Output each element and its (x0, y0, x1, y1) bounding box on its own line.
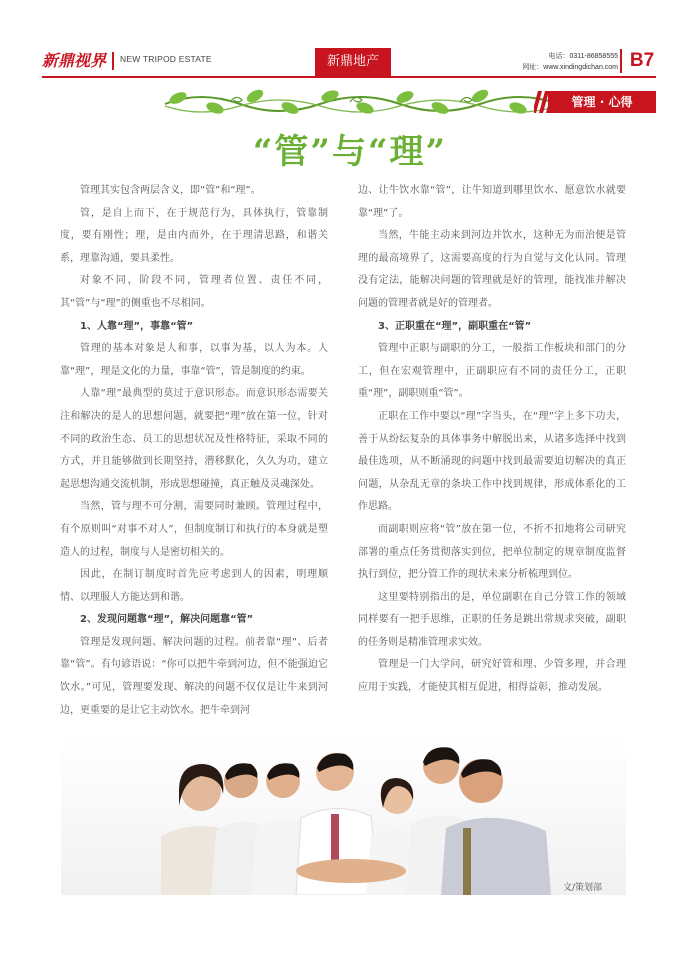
section-heading: 3、正职重在“理”，副职重在“管” (378, 320, 532, 332)
section-heading: 2、发现问题靠“理”，解决问题靠“管” (80, 614, 254, 626)
paragraph: 管，是自上而下，在于规范行为，具体执行，管靠制度，要有刚性；理，是由内而外，在于理清思路，和谐关系，理靠沟通，要具柔性。 (60, 207, 328, 264)
team-photo-illustration (61, 736, 626, 895)
photo-credit: 文/策划部 (563, 883, 603, 893)
paragraph: 而副职则应将“管”放在第一位，不折不扣地将公司研究部署的重点任务贯彻落实到位，把单位制定的规章制度监督执行到位，把分管工作的现状未来分析梳理到位。 (358, 523, 626, 581)
paragraph: 这里要特别指出的是，单位副职在自己分管工作的领域同样要有一把手思维，正职的任务是跳出常规求突破，副职的任务则是精准管理求实效。 (358, 591, 626, 648)
vine-decoration (160, 88, 560, 116)
paragraph: 正职在工作中要以“理”字当头，在“理”字上多下功夫，善于从纷纭复杂的具体事务中解脱出来，从诸多选择中找到最佳选项，从不断涌现的问题中找到最需要迫切解决的真正问题，从杂乱无章的条块工作中找到规律，形成体系化的工作思路。 (358, 410, 626, 513)
contact-info (480, 51, 618, 73)
paragraph: 管理是一门大学问，研究好管和理、少管多理，并合理应用于实践，才能使其相互促进，相得益彰，推动发展。 (358, 659, 626, 694)
page-number: B7 (620, 49, 662, 73)
paragraph: 管理中正职与副职的分工，一般指工作板块和部门的分工，但在宏观管理中，正副职应有不同的责任分工，正职重“理”，副职则重“管”。 (358, 343, 626, 400)
paragraph: 管理其实包含两层含义，即“管”和“理”。 (80, 185, 261, 196)
section-name-box: 新鼎地产 (315, 48, 391, 76)
left-column (60, 180, 328, 722)
header-rule (42, 76, 656, 78)
header-divider (112, 52, 114, 70)
phone-text: 电话：0311-86858555 (548, 53, 618, 60)
paragraph: 因此，在制订制度时首先应考虑到人的因素，明理顺情、以理服人方能达到和谐。 (60, 569, 328, 603)
masthead-logo: 新鼎视界 (42, 51, 107, 70)
paragraph: 管理的基本对象是人和事，以事为基，以人为本。人靠“理”，理是文化的力量，事靠“管”，管是制度的约束。 (60, 343, 328, 377)
team-photo (61, 736, 626, 895)
paragraph: 当然，管与理不可分割，需要同时兼顾。管理过程中，有个原则叫“对事不对人”，但制度制订和执行的本身就是塑造人的过程，制度与人是密切相关的。 (60, 501, 328, 558)
paragraph: 当然，牛能主动来到河边并饮水，这种无为而治便是管理的最高境界了，这需要高度的行为自觉与文化认同。管理没有定法，能解决问题的管理就是好的管理，能找准并解决问题的管理者就是好的管理者。 (358, 230, 626, 309)
article-title: “管”与“理” (252, 132, 448, 172)
estate-label: NEW TRIPOD ESTATE (120, 54, 212, 64)
section-heading: 1、人靠“理”，事靠“管” (80, 320, 194, 332)
paragraph: 管理是发现问题、解决问题的过程。前者靠“理”、后者靠“管”。有句谚语说：“你可以把牛牵到河边，但不能强迫它饮水。”可见，管理要发现、解决的问题不仅仅是让牛来到河边，更重要的是让它主动饮水。把牛牵到河 (60, 636, 328, 716)
right-column (358, 180, 626, 700)
column-tag: 管理 · 心得 (548, 91, 656, 113)
paragraph: 人靠“理”最典型的莫过于意识形态。而意识形态需要关注和解决的是人的思想问题，就要把“理”放在第一位，针对不同的政治生态、员工的思想状况及性格特征，采取不同的方式，并且能够做到长期坚持，潜移默化，久久为功，建立起思想沟通交流机制，形成思想碰撞，真正触及灵魂深处。 (60, 388, 328, 490)
website-text: 网址：www.xindingdichan.com (522, 64, 618, 71)
paragraph: 对象不同，阶段不同，管理者位置、责任不同，其“管”与“理”的侧重也不尽相同。 (60, 275, 328, 309)
paragraph: 边、让牛饮水靠“管”，让牛知道到哪里饮水、愿意饮水就要靠“理”了。 (358, 185, 626, 219)
